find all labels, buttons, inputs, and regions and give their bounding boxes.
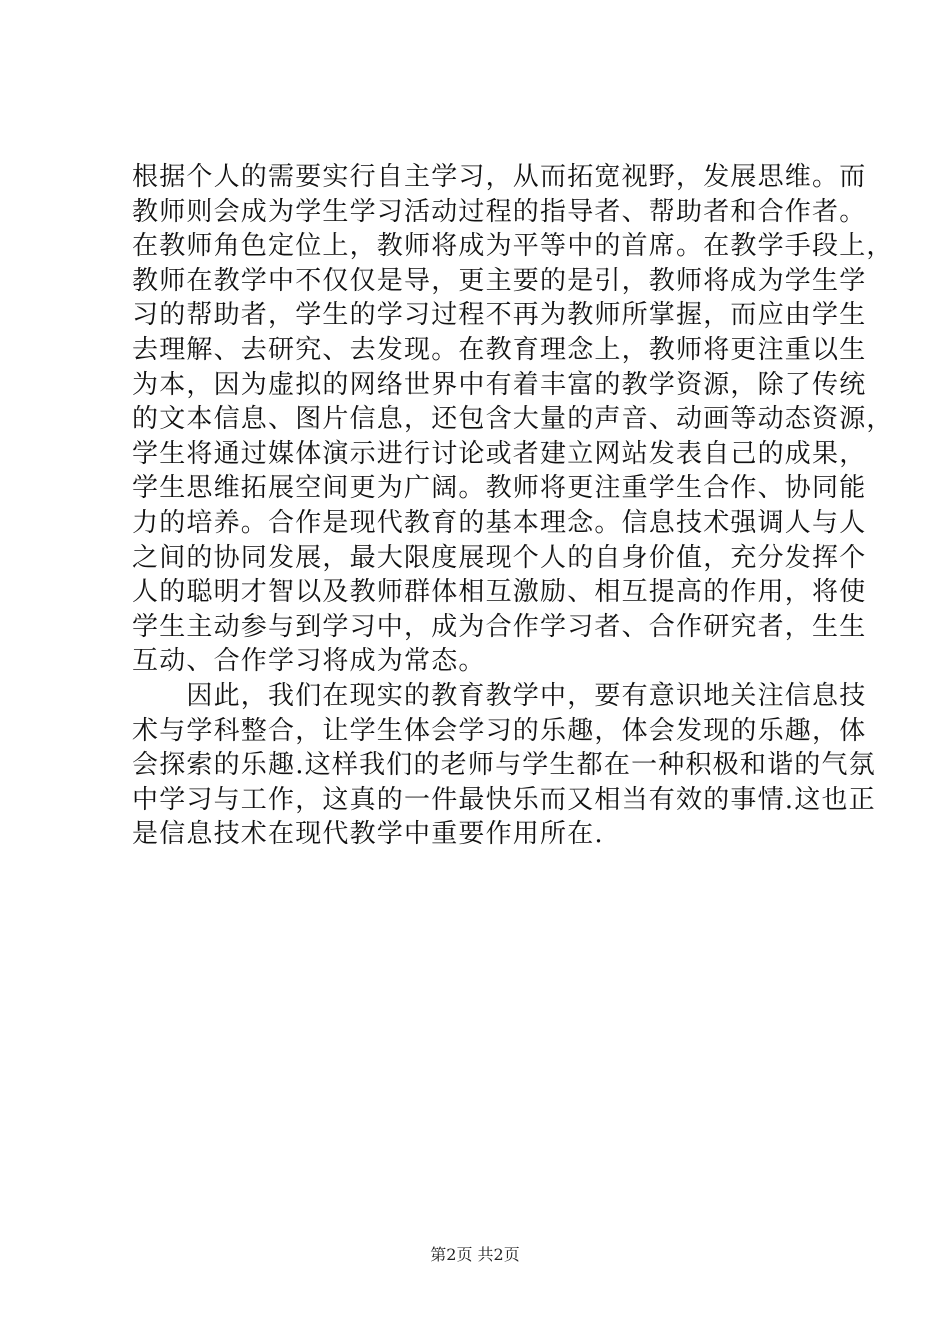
text-line: 因此，我们在现实的教育教学中，要有意识地关注信息技 xyxy=(132,680,867,711)
text-line: 术与学科整合，让学生体会学习的乐趣，体会发现的乐趣，体 xyxy=(132,715,867,746)
text-line: 的文本信息、图片信息，还包含大量的声音、动画等动态资源， xyxy=(132,404,894,435)
text-line: 学生思维拓展空间更为广阔。教师将更注重学生合作、协同能 xyxy=(132,473,867,504)
text-line: 教师在教学中不仅仅是导，更主要的是引，教师将成为学生学 xyxy=(132,265,867,296)
text-line: 教师则会成为学生学习活动过程的指导者、帮助者和合作者。 xyxy=(132,196,867,227)
text-line: 去理解、去研究、去发现。在教育理念上，教师将更注重以生 xyxy=(132,334,867,365)
text-line: 中学习与工作，这真的一件最快乐而又相当有效的事情.这也正 xyxy=(132,784,876,815)
text-line: 之间的协同发展，最大限度展现个人的自身价值，充分发挥个 xyxy=(132,542,867,573)
text-line: 会探索的乐趣.这样我们的老师与学生都在一种积极和谐的气氛 xyxy=(132,750,876,781)
text-line: 力的培养。合作是现代教育的基本理念。信息技术强调人与人 xyxy=(132,507,867,538)
text-line: 学生将通过媒体演示进行讨论或者建立网站发表自己的成果， xyxy=(132,438,867,469)
text-line: 根据个人的需要实行自主学习，从而拓宽视野，发展思维。而 xyxy=(132,162,867,192)
text-line: 在教师角色定位上，教师将成为平等中的首席。在教学手段上， xyxy=(132,231,894,262)
text-line: 学生主动参与到学习中，成为合作学习者、合作研究者，生生 xyxy=(132,611,867,642)
text-line: 为本，因为虚拟的网络世界中有着丰富的教学资源，除了传统 xyxy=(132,369,867,400)
text-line: 习的帮助者，学生的学习过程不再为教师所掌握，而应由学生 xyxy=(132,300,867,331)
text-line: 人的聪明才智以及教师群体相互激励、相互提高的作用，将使 xyxy=(132,577,867,608)
text-line: 互动、合作学习将成为常态。 xyxy=(132,646,486,677)
page-number-footer: 第2页 共2页 xyxy=(430,1245,520,1264)
body-text xyxy=(132,160,894,852)
text-line: 是信息技术在现代教学中重要作用所在. xyxy=(132,819,604,850)
